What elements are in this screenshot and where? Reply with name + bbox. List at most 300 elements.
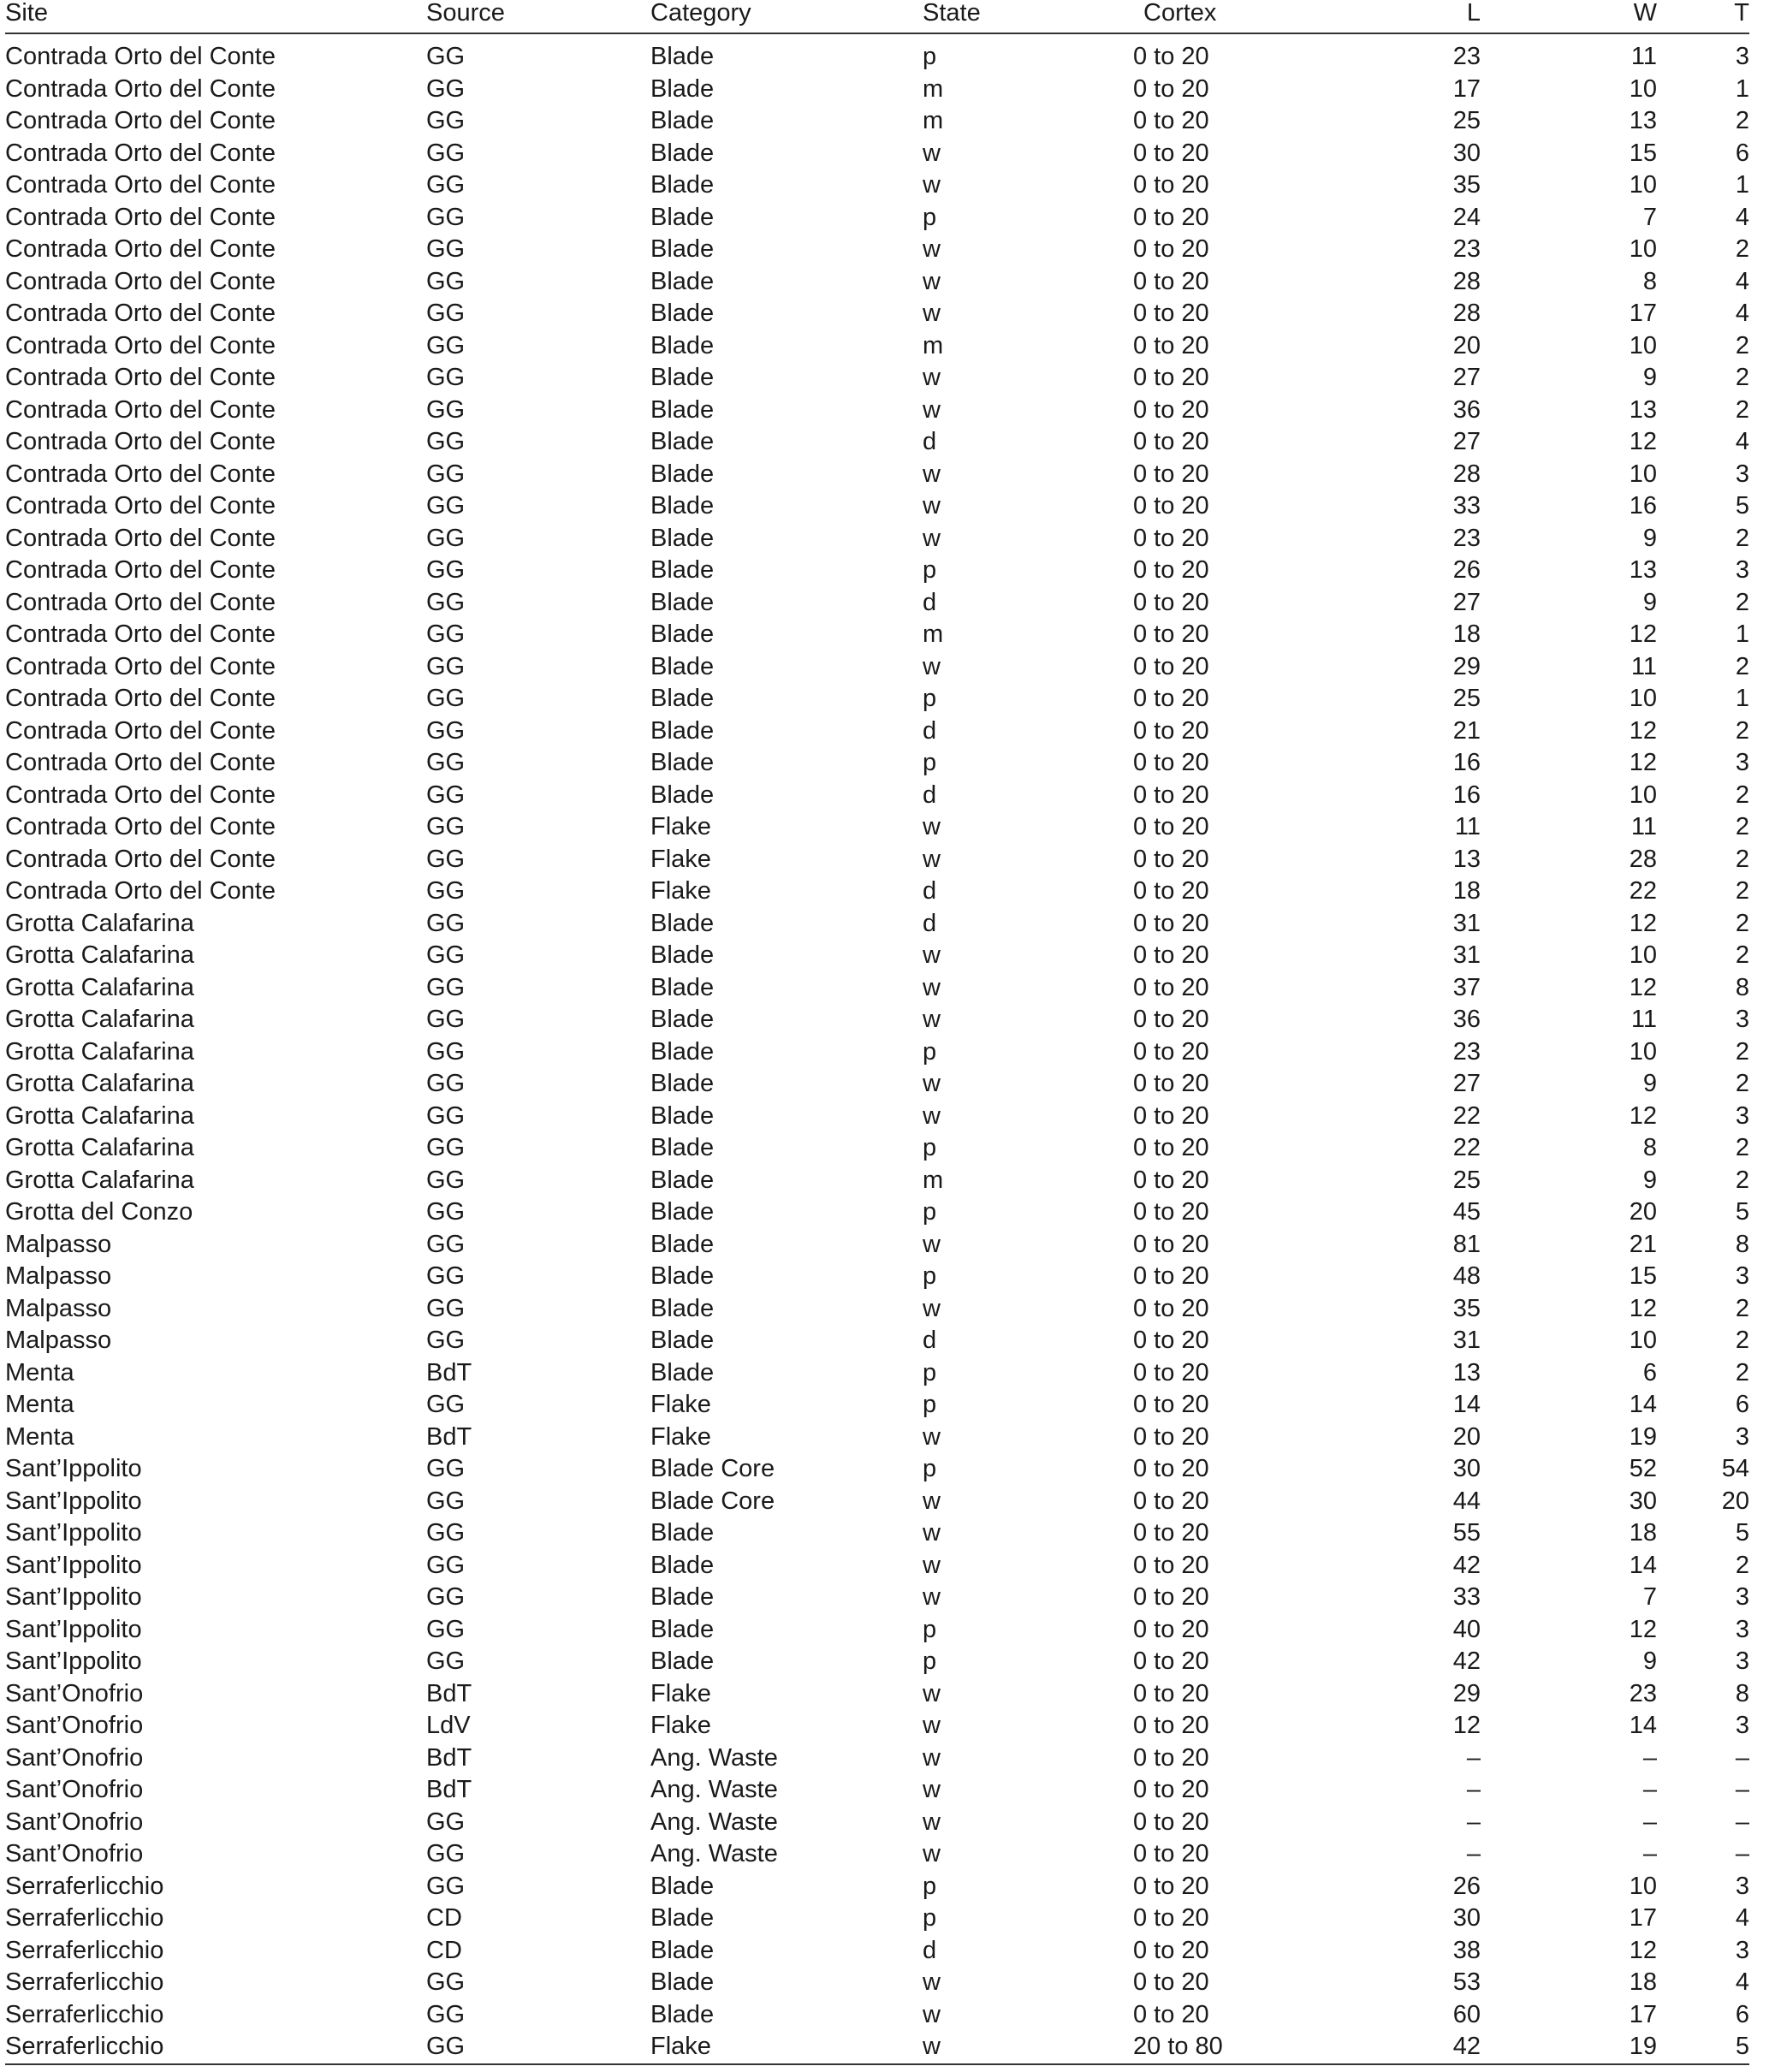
cell-source: BdT	[426, 1679, 472, 1707]
cell-site: Contrada Orto del Conte	[5, 813, 276, 840]
cell-source: GG	[426, 1262, 466, 1290]
table-row	[5, 1646, 1749, 1678]
cell-category: Blade	[650, 685, 715, 712]
cell-length: 45	[1452, 1198, 1481, 1226]
cell-site: Contrada Orto del Conte	[5, 43, 276, 70]
cell-site: Malpasso	[5, 1262, 112, 1290]
table-header	[5, 0, 1749, 33]
cell-source: GG	[426, 1808, 466, 1836]
cell-source: GG	[426, 2000, 466, 2028]
table-row	[5, 33, 1749, 74]
cell-cortex: 0 to 20	[1133, 1262, 1209, 1290]
cell-category: Flake	[650, 877, 711, 905]
table-row	[5, 715, 1749, 748]
cell-thickness: 3	[1735, 1872, 1749, 1900]
cell-width: 22	[1629, 877, 1657, 905]
cell-site: Contrada Orto del Conte	[5, 74, 276, 103]
cell-cortex: 0 to 20	[1133, 1391, 1209, 1418]
cell-width: 12	[1629, 716, 1657, 745]
cell-length: 23	[1452, 43, 1481, 70]
cell-cortex: 0 to 20	[1133, 781, 1209, 809]
cell-site: Grotta Calafarina	[5, 1006, 194, 1033]
cell-site: Contrada Orto del Conte	[5, 235, 276, 263]
cell-thickness: 5	[1657, 2031, 1749, 2064]
cell-thickness: 4	[1735, 300, 1749, 327]
cell-width: 11	[1630, 43, 1657, 70]
cell-cortex: 0 to 20	[1133, 107, 1209, 134]
cell-site: Contrada Orto del Conte	[5, 845, 276, 873]
cell-length: 24	[1452, 203, 1481, 231]
table-row	[5, 1036, 1749, 1069]
cell-site: Contrada Orto del Conte	[5, 716, 276, 745]
cell-width: 12	[1629, 428, 1657, 455]
cell-site: Contrada Orto del Conte	[5, 877, 276, 905]
cell-width: 12	[1629, 1615, 1657, 1643]
cell-width: 10	[1629, 1037, 1657, 1066]
cell-length: 53	[1452, 1968, 1481, 1996]
table-row	[5, 1742, 1749, 1775]
cell-category: Blade	[650, 909, 715, 937]
cell-thickness: 3	[1735, 749, 1749, 776]
cell-category: Blade	[650, 1583, 715, 1611]
cell-cortex: 0 to 20	[1133, 716, 1209, 745]
cell-thickness: 2	[1735, 652, 1749, 680]
cell-width: 8	[1642, 1134, 1657, 1161]
cell-source: GG	[426, 1327, 466, 1354]
cell-thickness: 2	[1735, 1327, 1749, 1354]
cell-length: 29	[1452, 1679, 1481, 1707]
cell-source: GG	[426, 492, 466, 519]
cell-thickness: 4	[1735, 1968, 1749, 1996]
cell-thickness: 3	[1735, 1262, 1749, 1290]
cell-category: Blade	[650, 267, 715, 295]
table-row	[5, 1229, 1749, 1262]
cell-state: w	[923, 1840, 941, 1867]
cell-length: 28	[1452, 460, 1481, 488]
cell-width: 10	[1629, 1872, 1657, 1900]
cell-site: Menta	[5, 1391, 74, 1418]
cell-category: Blade	[650, 1294, 715, 1322]
cell-category: Flake	[650, 845, 711, 873]
cell-source: GG	[426, 1070, 466, 1097]
cell-length: 37	[1452, 973, 1481, 1001]
cell-state: p	[923, 1455, 937, 1482]
cell-thickness: 3	[1735, 556, 1749, 584]
table-row	[5, 1614, 1749, 1647]
cell-thickness: 2	[1735, 1551, 1749, 1579]
cell-cortex: 0 to 20	[1133, 460, 1209, 488]
cell-site: Sant’Onofrio	[5, 1808, 144, 1836]
cell-category: Blade	[650, 2000, 715, 2028]
cell-source: GG	[426, 300, 466, 327]
cell-length: 55	[1452, 1519, 1481, 1547]
cell-thickness: 8	[1735, 1679, 1749, 1707]
cell-thickness: 6	[1735, 2000, 1749, 2028]
cell-length: 31	[1452, 909, 1481, 937]
cell-site: Menta	[5, 1358, 74, 1386]
cell-width: 10	[1629, 460, 1657, 488]
cell-length: 23	[1452, 1037, 1481, 1066]
cell-site: Sant’Onofrio	[5, 1712, 144, 1739]
cell-source: GG	[426, 1487, 466, 1515]
cell-width: 7	[1642, 1583, 1657, 1611]
table-row	[5, 74, 1749, 106]
cell-source: GG	[426, 1101, 466, 1130]
cell-thickness: 6	[1735, 1391, 1749, 1418]
cell-cortex: 0 to 20	[1133, 1166, 1209, 1194]
cell-category: Blade	[650, 524, 715, 552]
cell-state: w	[923, 139, 941, 167]
cell-length: 38	[1452, 1936, 1481, 1964]
cell-state: w	[923, 1712, 941, 1739]
cell-thickness: 3	[1735, 1006, 1749, 1033]
cell-length: 30	[1452, 139, 1481, 167]
cell-width: 9	[1642, 364, 1657, 391]
cell-category: Blade	[650, 588, 715, 616]
cell-source: GG	[426, 1519, 466, 1547]
column-header-length: L	[1356, 0, 1481, 33]
cell-state: w	[923, 1583, 941, 1611]
table-row	[5, 587, 1749, 620]
table-row	[5, 1871, 1749, 1903]
cell-state: p	[923, 1262, 937, 1290]
cell-site: Grotta del Conzo	[5, 1198, 193, 1226]
cell-category: Blade	[650, 171, 715, 199]
cell-site: Sant’Onofrio	[5, 1776, 144, 1803]
cell-site: Contrada Orto del Conte	[5, 652, 276, 680]
cell-site: Serraferlicchio	[5, 1936, 164, 1964]
cell-state: w	[923, 1968, 941, 1996]
cell-width: 19	[1629, 1422, 1657, 1451]
table-row	[5, 490, 1749, 523]
cell-site: Contrada Orto del Conte	[5, 395, 276, 424]
cell-width: 15	[1629, 1262, 1657, 1290]
cell-source: GG	[426, 1583, 466, 1611]
cell-cortex: 0 to 20	[1133, 492, 1209, 519]
column-header-source: Source	[426, 0, 650, 33]
cell-state: p	[923, 43, 937, 70]
cell-width: 16	[1629, 492, 1657, 519]
cell-site: Sant’Onofrio	[5, 1840, 144, 1867]
cell-site: Contrada Orto del Conte	[5, 524, 276, 552]
table-row	[5, 1710, 1749, 1742]
cell-state: w	[923, 1776, 941, 1803]
cell-width: 14	[1629, 1551, 1657, 1579]
cell-width: –	[1642, 1776, 1657, 1803]
header-row	[5, 0, 1749, 33]
cell-site: Contrada Orto del Conte	[5, 460, 276, 488]
cell-category: Blade	[650, 1968, 715, 1996]
cell-state: d	[923, 716, 937, 745]
cell-length: 28	[1452, 267, 1481, 295]
cell-site: Grotta Calafarina	[5, 1134, 194, 1161]
cell-source: GG	[426, 1294, 466, 1322]
cell-source: GG	[426, 2031, 650, 2064]
cell-source: CD	[426, 1904, 462, 1932]
cell-site: Grotta Calafarina	[5, 1070, 194, 1097]
table-row	[5, 1196, 1749, 1229]
cell-cortex: 0 to 20	[1133, 749, 1209, 776]
cell-source: BdT	[426, 1743, 472, 1772]
cell-category: Flake	[650, 1391, 711, 1418]
cell-width: 52	[1629, 1455, 1657, 1482]
cell-thickness: 2	[1735, 395, 1749, 424]
cell-length: 26	[1452, 556, 1481, 584]
cell-site: Contrada Orto del Conte	[5, 171, 276, 199]
cell-site: Serraferlicchio	[5, 1968, 164, 1996]
cell-cortex: 0 to 20	[1133, 1006, 1209, 1033]
cell-length: 22	[1452, 1134, 1481, 1161]
table-row	[5, 1807, 1749, 1839]
cell-width: 12	[1629, 909, 1657, 937]
cell-width: 9	[1642, 524, 1657, 552]
table-row	[5, 1357, 1749, 1390]
cell-source: GG	[426, 1551, 466, 1579]
cell-thickness: 4	[1735, 203, 1749, 231]
cell-category: Blade	[650, 1134, 715, 1161]
cell-width: 10	[1629, 74, 1657, 103]
cell-site: Contrada Orto del Conte	[5, 620, 276, 648]
cell-state: w	[923, 2031, 1133, 2064]
table-row	[5, 138, 1749, 170]
cell-site: Contrada Orto del Conte	[5, 300, 276, 327]
column-header-width: W	[1481, 0, 1657, 33]
cell-source: GG	[426, 267, 466, 295]
cell-category: Blade	[650, 139, 715, 167]
cell-category: Blade	[650, 1358, 715, 1386]
cell-cortex: 0 to 20	[1133, 1743, 1209, 1772]
cell-cortex: 0 to 20	[1133, 556, 1209, 584]
cell-length: 14	[1452, 1391, 1481, 1418]
cell-width: –	[1642, 1840, 1657, 1867]
cell-length: –	[1466, 1776, 1481, 1803]
cell-width: 13	[1629, 556, 1657, 584]
cell-thickness: –	[1735, 1776, 1749, 1803]
cell-width: 10	[1629, 235, 1657, 263]
cell-length: 16	[1452, 781, 1481, 809]
cell-source: GG	[426, 749, 466, 776]
cell-source: GG	[426, 171, 466, 199]
cell-width: 10	[1629, 685, 1657, 712]
cell-width: 9	[1642, 1648, 1657, 1675]
cell-state: w	[923, 652, 941, 680]
cell-site: Serraferlicchio	[5, 1872, 164, 1900]
table-row	[5, 459, 1749, 491]
cell-thickness: 3	[1735, 1583, 1749, 1611]
cell-length: 17	[1452, 74, 1481, 103]
cell-cortex: 0 to 20	[1133, 1904, 1209, 1932]
cell-site: Contrada Orto del Conte	[5, 139, 276, 167]
table-row	[5, 330, 1749, 363]
cell-cortex: 0 to 20	[1133, 171, 1209, 199]
cell-length: 21	[1452, 716, 1481, 745]
cell-state: w	[923, 524, 941, 552]
cell-state: w	[923, 1551, 941, 1579]
cell-length: 26	[1452, 1872, 1481, 1900]
cell-length: 22	[1452, 1101, 1481, 1130]
table-row	[5, 1453, 1749, 1486]
cell-source: BdT	[426, 1358, 472, 1386]
cell-length: 13	[1452, 1358, 1481, 1386]
cell-source: GG	[426, 235, 466, 263]
table-row	[5, 1903, 1749, 1935]
table-row	[5, 298, 1749, 330]
cell-cortex: 0 to 20	[1133, 139, 1209, 167]
cell-site: Contrada Orto del Conte	[5, 588, 276, 616]
cell-source: GG	[426, 1166, 466, 1194]
cell-source: LdV	[426, 1712, 471, 1739]
cell-source: GG	[426, 685, 466, 712]
cell-source: GG	[426, 331, 466, 359]
cell-thickness: 2	[1735, 1037, 1749, 1066]
cell-state: p	[923, 1648, 937, 1675]
cell-cortex: 0 to 20	[1133, 1422, 1209, 1451]
cell-site: Sant’Ippolito	[5, 1648, 142, 1675]
cell-length: 27	[1452, 588, 1481, 616]
table-row	[5, 523, 1749, 555]
cell-category: Blade	[650, 1198, 715, 1226]
cell-category: Flake	[650, 1679, 711, 1707]
column-header-state: State	[923, 0, 1133, 33]
cell-state: w	[923, 492, 941, 519]
cell-category: Blade	[650, 1070, 715, 1097]
column-header-cortex: Cortex	[1133, 0, 1356, 33]
cell-category: Blade	[650, 1936, 715, 1964]
cell-source: GG	[426, 620, 466, 648]
cell-thickness: –	[1735, 1808, 1749, 1836]
cell-cortex: 0 to 20	[1133, 1358, 1209, 1386]
cell-length: 30	[1452, 1455, 1481, 1482]
cell-state: p	[923, 685, 937, 712]
table-row	[5, 1967, 1749, 1999]
cell-thickness: 3	[1735, 1936, 1749, 1964]
cell-category: Flake	[650, 1422, 711, 1451]
table-row	[5, 1935, 1749, 1968]
cell-thickness: 3	[1735, 1422, 1749, 1451]
cell-state: w	[923, 1070, 941, 1097]
table-row	[5, 1261, 1749, 1293]
cell-state: m	[923, 74, 944, 103]
cell-state: w	[923, 395, 941, 424]
cell-cortex: 0 to 20	[1133, 1936, 1209, 1964]
table-body	[5, 33, 1749, 2064]
cell-thickness: 2	[1735, 813, 1749, 840]
cell-source: GG	[426, 139, 466, 167]
cell-source: GG	[426, 1230, 466, 1258]
cell-state: m	[923, 107, 944, 134]
table-row	[5, 844, 1749, 876]
cell-width: 12	[1629, 749, 1657, 776]
table-row	[5, 1582, 1749, 1614]
column-header-thickness: T	[1657, 0, 1749, 33]
cell-length: 35	[1452, 171, 1481, 199]
cell-length: 27	[1452, 428, 1481, 455]
cell-cortex: 0 to 20	[1133, 331, 1209, 359]
cell-width: 14	[1629, 1712, 1657, 1739]
cell-length: 30	[1452, 1904, 1481, 1932]
cell-length: 29	[1452, 652, 1481, 680]
cell-cortex: 0 to 20	[1133, 1551, 1209, 1579]
table-row	[5, 1999, 1749, 2032]
cell-thickness: 2	[1735, 1070, 1749, 1097]
cell-site: Contrada Orto del Conte	[5, 685, 276, 712]
cell-length: –	[1466, 1840, 1481, 1867]
cell-category: Flake	[650, 813, 711, 840]
cell-source: GG	[426, 556, 466, 584]
cell-category: Blade	[650, 74, 715, 103]
cell-source: GG	[426, 781, 466, 809]
cell-thickness: 5	[1735, 1519, 1749, 1547]
cell-state: w	[923, 1743, 941, 1772]
cell-source: GG	[426, 716, 466, 745]
table-row	[5, 940, 1749, 972]
cell-thickness: 3	[1735, 460, 1749, 488]
cell-category: Blade	[650, 331, 715, 359]
cell-state: w	[923, 235, 941, 263]
cell-length: 35	[1452, 1294, 1481, 1322]
cell-source: GG	[426, 1198, 466, 1226]
table-row	[5, 2031, 1749, 2064]
cell-category: Blade	[650, 300, 715, 327]
cell-state: p	[923, 203, 937, 231]
cell-category: Blade	[650, 556, 715, 584]
cell-site: Serraferlicchio	[5, 2031, 426, 2064]
table-row	[5, 1486, 1749, 1518]
cell-length: 28	[1452, 300, 1481, 327]
cell-width: 10	[1629, 171, 1657, 199]
cell-width: 28	[1629, 845, 1657, 873]
table-row	[5, 1389, 1749, 1422]
cell-category: Blade	[650, 428, 715, 455]
cell-source: GG	[426, 395, 466, 424]
cell-width: 23	[1629, 1679, 1657, 1707]
table-row	[5, 266, 1749, 299]
cell-state: w	[923, 973, 941, 1001]
cell-state: p	[923, 749, 937, 776]
cell-length: 25	[1452, 107, 1481, 134]
table-row	[5, 651, 1749, 684]
cell-cortex: 0 to 20	[1133, 941, 1209, 969]
cell-length: 11	[1454, 813, 1481, 840]
cell-width: 11	[1630, 813, 1657, 840]
cell-category: Blade	[650, 492, 715, 519]
cell-category: Blade	[650, 1904, 715, 1932]
cell-length: 23	[1452, 235, 1481, 263]
cell-thickness: 2	[1735, 1294, 1749, 1322]
cell-source: BdT	[426, 1422, 472, 1451]
cell-length: 36	[1452, 395, 1481, 424]
cell-cortex: 0 to 20	[1133, 1037, 1209, 1066]
cell-category: Blade	[650, 1037, 715, 1066]
cell-category: Blade	[650, 1327, 715, 1354]
table-row	[5, 1838, 1749, 1871]
cell-cortex: 0 to 20	[1133, 973, 1209, 1001]
cell-width: 12	[1629, 1936, 1657, 1964]
cell-cortex: 0 to 20	[1133, 1840, 1209, 1867]
cell-source: BdT	[426, 1776, 472, 1803]
cell-cortex: 0 to 20	[1133, 1327, 1209, 1354]
cell-thickness: 2	[1735, 1166, 1749, 1194]
cell-length: 81	[1452, 1230, 1481, 1258]
cell-thickness: 2	[1735, 845, 1749, 873]
table-row	[5, 1132, 1749, 1165]
cell-thickness: 2	[1735, 877, 1749, 905]
cell-category: Blade	[650, 1872, 715, 1900]
cell-thickness: 2	[1735, 588, 1749, 616]
cell-site: Malpasso	[5, 1327, 112, 1354]
cell-source: GG	[426, 1006, 466, 1033]
cell-width: 13	[1629, 395, 1657, 424]
